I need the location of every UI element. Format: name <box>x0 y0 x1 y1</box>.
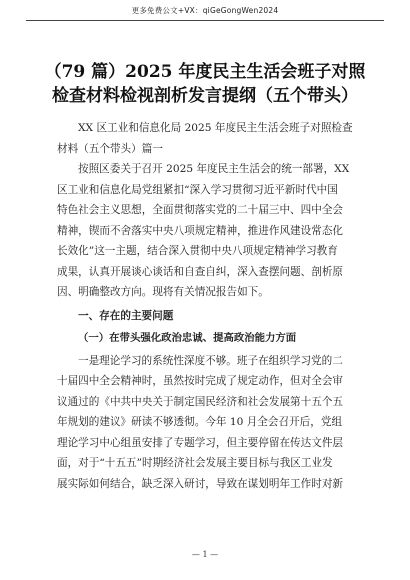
body-line: 材料（五个带头）篇一 <box>57 142 163 155</box>
body-line: XX 区工业和信息化局 2025 年度民主生活会班子对照检查 <box>78 122 353 134</box>
section-heading: 一、存在的主要问题 <box>78 309 174 322</box>
title-line-2: 检查材料检视剖析发言提纲（五个带头） <box>52 86 358 106</box>
paragraph-line: 一是理论学习的系统性深度不够。班子在组织学习党的二 <box>78 354 343 367</box>
subsection-heading: （一）在带头强化政治忠诚、提高政治能力方面 <box>78 332 297 344</box>
paragraph-line: 议通过的《中共中央关于制定国民经济和社会发展第十五个五 <box>57 395 344 408</box>
paragraph-line: 理论学习中心组虽安排了专题学习，但主要停留在传达文件层 <box>57 436 344 449</box>
body-line: 区工业和信息化局党组紧扣“深入学习贯彻习近平新时代中国 <box>57 183 338 196</box>
body-line: 因、明确整改方向。现将有关情况报告如下。 <box>57 286 269 298</box>
body-line: 按照区委关于召开 2025 年度民主生活会的统一部署，XX <box>78 163 350 175</box>
paragraph-line: 面，对于“十五五”时期经济社会发展主要目标与我区工业发 <box>57 457 333 469</box>
paragraph-line: 展实际如何结合，缺乏深入研讨，导致在谋划明年工作时对新 <box>57 477 344 490</box>
paragraph-line: 年规划的建议》研读不够透彻。今年 10 月全会召开后，党组 <box>57 416 343 428</box>
document-body <box>57 118 357 494</box>
header-divider <box>26 20 384 21</box>
page-number: — 1 — <box>191 550 219 559</box>
document-title <box>0 60 410 108</box>
body-line: 精神，锲而不舍落实中央八项规定精神，推进作风建设常态化 <box>57 224 344 237</box>
title-line-1: （79 篇）2025 年度民主生活会班子对照 <box>44 62 366 82</box>
body-line: 特色社会主义思想，全面贯彻落实党的二十届三中、四中全会 <box>57 204 344 216</box>
paragraph-line: 十届四中全会精神时，虽然按时完成了规定动作，但对全会审 <box>57 375 344 387</box>
header-note: 更多免费公文+VX：qiGeGongWen2024 <box>131 6 279 15</box>
body-line: 长效化”这一主题，结合深入贯彻中央八项规定精神学习教育 <box>57 245 338 257</box>
body-line: 成果，认真开展谈心谈话和自查自纠，深入查摆问题、剖析原 <box>57 265 344 278</box>
